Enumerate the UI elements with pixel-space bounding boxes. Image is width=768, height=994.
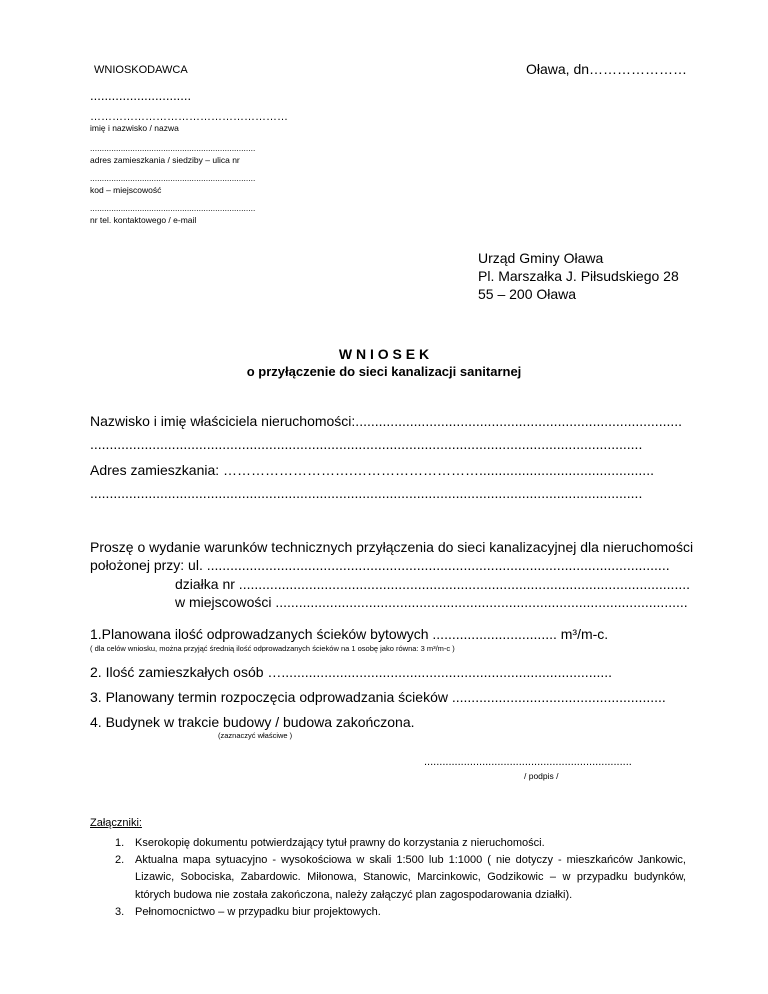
caption-postcode: kod – miejscowość [90, 185, 162, 195]
place-date: Oława, dn………………… [526, 61, 688, 77]
attachment-text: Aktualna mapa sytuacyjno - wysokościowa w skali 1:500 lub 1:1000 ( nie dotyczy - mieszkańców Jankowic, Lizawic, Sobociska, Zabardowic. Miłonowa, Stanowic, Marcinkowic, Godzikowic – w przypadku budynków, których budowa nie została zakończona, należy załączyć plan zagospodarowania działki). [135, 854, 686, 901]
recipient-line: Urząd Gminy Oława [478, 250, 604, 266]
attachment-number: 3. [115, 905, 125, 918]
item-sewage-note: ( dla celów wniosku, można przyjąć średnią ilość odprowadzanych ścieków na 1 osobę jako równa: 3 m³/m-c ) [90, 644, 455, 653]
owner-name-line: Nazwisko i imię właściciela nieruchomości:.................................................................................... [90, 413, 683, 429]
request-street-line: położonej przy: ul. ....................................................................................................................... [90, 557, 670, 573]
applicant-label: WNIOSKODAWCA [94, 64, 188, 76]
item-building-status: 4. Budynek w trakcie budowy / budowa zakończona. [90, 714, 415, 730]
dots-line: ...................................................................... [90, 143, 256, 153]
item-sewage-volume: 1.Planowana ilość odprowadzanych ścieków bytowych ................................ m³/m-c. [90, 626, 609, 642]
attachments-heading: Załączniki: [90, 817, 142, 829]
recipient-line: 55 – 200 Oława [478, 286, 577, 302]
attachment-text: Kserokopię dokumentu potwierdzający tytuł prawny do korzystania z nieruchomości. [135, 837, 545, 849]
attachment-number: 2. [115, 854, 125, 867]
signature-label: / podpis / [524, 771, 559, 781]
request-plot-line: działka nr .................................................................................................................... [175, 576, 691, 592]
dots-line: ...................................................................... [90, 203, 256, 213]
attachment-number: 1. [115, 837, 125, 849]
item-residents: 2. Ilość zamieszkałych osób …..................................................................................... [90, 664, 613, 680]
owner-name-line-2: .............................................................................................................................................. [90, 436, 643, 452]
dots-line: ............................ [90, 88, 192, 103]
document-subtitle: o przyłączenie do sieci kanalizacji sanitarnej [246, 364, 522, 379]
recipient-line: Pl. Marszałka J. Piłsudskiego 28 [478, 268, 679, 284]
dots-line: ……………………………………………… [90, 111, 288, 123]
attachment-text: Pełnomocnictwo – w przypadku biur projektowych. [135, 905, 381, 918]
signature-dots: .................................................................... [424, 756, 632, 768]
attachment-item [90, 835, 686, 852]
owner-address-line-2: .............................................................................................................................................. [90, 485, 643, 501]
item-building-note: (zaznaczyć właściwe ) [218, 731, 293, 740]
attachment-item [90, 904, 686, 921]
attachments-list [90, 835, 686, 921]
caption-name: imię i nazwisko / nazwa [90, 123, 179, 133]
request-town-line: w miejscowości .......................................................................................................... [175, 594, 688, 610]
dots-line: ...................................................................... [90, 173, 256, 183]
document-title: W N I O S E K [338, 346, 430, 362]
caption-phone: nr tel. kontaktowego / e-mail [90, 215, 197, 225]
owner-address-line: Adres zamieszkania: ……………………….………………………............................................. [90, 462, 654, 478]
attachment-item [90, 852, 686, 904]
caption-address: adres zamieszkania / siedziby – ulica nr [90, 155, 240, 165]
request-line: Proszę o wydanie warunków technicznych przyłączenia do sieci kanalizacyjnej dla nieruchomości [90, 539, 694, 555]
item-start-date: 3. Planowany termin rozpoczęcia odprowadzania ścieków ....................................................... [90, 689, 666, 705]
